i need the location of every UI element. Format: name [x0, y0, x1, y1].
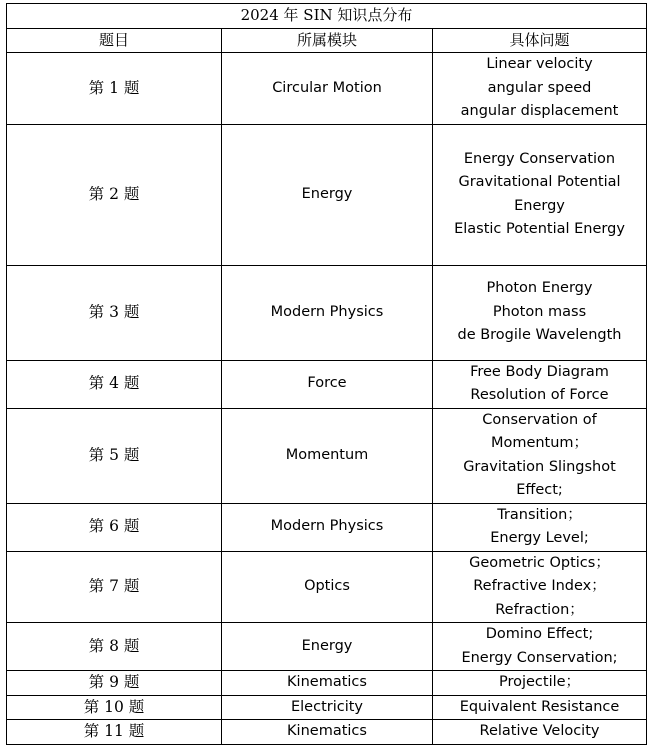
module-cell: Optics: [222, 551, 433, 623]
question-cell: 第 6 题: [7, 503, 222, 551]
knowledge-distribution-table: [6, 3, 647, 745]
issues-cell: [433, 408, 647, 503]
issue-line: Energy Conservation: [463, 150, 616, 167]
issue-line: Energy Level;: [490, 530, 589, 546]
module-cell: Circular Motion: [222, 53, 433, 125]
issue-line: Energy Conservation;: [461, 649, 618, 666]
module-cell: Momentum: [222, 408, 433, 503]
issue-line: Effect;: [516, 482, 563, 498]
issues-cell: [433, 124, 647, 265]
module-cell: Modern Physics: [222, 503, 433, 551]
header-issues: 具体问题: [433, 28, 647, 53]
issue-line: Momentum；: [490, 435, 589, 451]
question-cell: 第 2 题: [7, 124, 222, 265]
module-cell: Electricity: [222, 695, 433, 720]
issues-cell: [433, 720, 647, 745]
issue-line: Transition；: [497, 506, 582, 523]
issue-line: Geometric Optics；: [469, 554, 610, 571]
issue-line: Projectile；: [498, 674, 581, 690]
issue-line: Resolution of Force: [470, 387, 609, 403]
table-row: [7, 360, 647, 408]
question-cell: 第 7 题: [7, 551, 222, 623]
table-row: [7, 671, 647, 696]
table-row: [7, 53, 647, 125]
issue-line: Gravitation Slingshot: [463, 458, 616, 475]
issue-line: Elastic Potential Energy: [454, 221, 625, 237]
question-cell: 第 4 题: [7, 360, 222, 408]
table-row: [7, 720, 647, 745]
table-row: [7, 695, 647, 720]
issue-line: de Brogile Wavelength: [457, 327, 622, 344]
issues-cell: [433, 503, 647, 551]
issue-line: Equivalent Resistance: [459, 698, 620, 715]
table-row: [7, 124, 647, 265]
title-row: [7, 4, 647, 29]
issue-line: Photon mass: [492, 303, 587, 320]
question-cell: 第 9 题: [7, 671, 222, 696]
issues-cell: [433, 53, 647, 125]
module-cell: Modern Physics: [222, 265, 433, 360]
issue-line: Domino Effect;: [485, 626, 594, 642]
issue-line: Refraction；: [495, 601, 584, 618]
issue-line: angular displacement: [460, 103, 619, 119]
module-cell: Kinematics: [222, 720, 433, 745]
module-cell: Force: [222, 360, 433, 408]
table-row: [7, 265, 647, 360]
issue-line: Refractive Index；: [473, 578, 606, 594]
table-row: [7, 503, 647, 551]
header-row: [7, 28, 647, 53]
issues-cell: [433, 551, 647, 623]
question-cell: 第 3 题: [7, 265, 222, 360]
issue-line: Gravitational Potential: [458, 174, 621, 190]
issues-cell: [433, 265, 647, 360]
table-row: [7, 408, 647, 503]
question-cell: 第 1 题: [7, 53, 222, 125]
header-module: 所属模块: [222, 28, 433, 53]
issue-line: Free Body Diagram: [470, 363, 609, 380]
question-cell: 第 11 题: [7, 720, 222, 745]
issue-line: angular speed: [487, 79, 592, 96]
header-question: 题目: [7, 28, 222, 53]
module-cell: Energy: [222, 623, 433, 671]
table-body: [7, 4, 647, 745]
issue-line: Conservation of: [482, 411, 597, 428]
question-cell: 第 8 题: [7, 623, 222, 671]
issue-line: Relative Velocity: [479, 723, 600, 739]
question-cell: 第 5 题: [7, 408, 222, 503]
question-cell: 第 10 题: [7, 695, 222, 720]
module-cell: Energy: [222, 124, 433, 265]
module-cell: Kinematics: [222, 671, 433, 696]
issues-cell: [433, 671, 647, 696]
issue-line: Energy: [514, 197, 565, 214]
issues-cell: [433, 623, 647, 671]
table-row: [7, 623, 647, 671]
table-title: 2024 年 SIN 知识点分布: [7, 4, 647, 29]
issue-line: Photon Energy: [486, 280, 593, 297]
issues-cell: [433, 695, 647, 720]
issue-line: Linear velocity: [486, 56, 593, 72]
table-row: [7, 551, 647, 623]
issues-cell: [433, 360, 647, 408]
